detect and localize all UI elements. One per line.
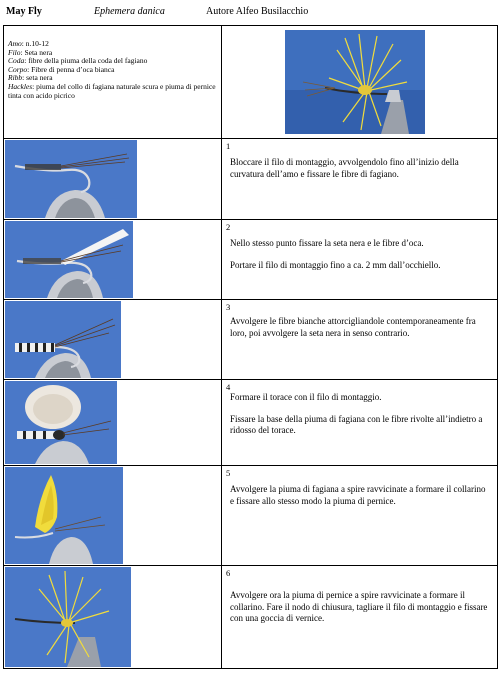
step-number-2: 2 [226,222,231,232]
author-credit: Autore Alfeo Busilacchio [206,6,309,17]
step-description-4 [222,380,497,437]
tutorial-table [3,25,498,669]
step-photo-cell-1 [4,139,222,220]
recipe-cell [4,26,222,139]
step-row-6 [4,566,498,669]
recipe-value-coda: : fibre della piuma della coda del fagiano [24,56,148,66]
step-1-paragraph-1: Bloccare il filo di montaggio, avvolgendolo fino all’inizio della curvatura dell’amo e fissare le fibre di fagiano. [230,157,459,179]
step-description-5 [222,466,497,507]
step-photo-4 [5,381,117,464]
step-photo-cell-2 [4,220,222,300]
step-text-cell-6 [222,566,498,669]
recipe-value-hackles: : piuma del collo di fagiana naturale scura e piuma di pernice tinta con acido picrico [8,81,216,100]
step-row-1 [4,139,498,220]
step-row-3 [4,300,498,380]
step-row-4 [4,380,498,466]
step-5-paragraph-1: Avvolgere la piuma di fagiana a spire ravvicinate a formare il collarino e fissare allo stesso modo la piuma di pernice. [230,484,486,506]
recipe-label-corpo: Corpo [8,64,28,74]
step-photo-6 [5,567,131,667]
step-description-2 [222,220,497,271]
recipe-label-amo: Amo [8,39,22,48]
step-photo-2 [5,221,133,298]
step-row-2 [4,220,498,300]
step-number-1: 1 [226,141,231,151]
recipe-list [4,26,221,100]
step-description-1 [222,139,497,180]
step-text-cell-4 [222,380,498,466]
step-description-3 [222,300,497,339]
recipe-label-filo: Filo [8,47,21,57]
fly-name: May Fly [6,6,42,17]
step-photo-3 [5,301,121,378]
step-photo-cell-6 [4,566,222,669]
step-2-paragraph-2: Portare il filo di montaggio fino a ca. 2 mm dall’occhiello. [230,259,441,270]
step-2-paragraph-1: Nello stesso punto fissare la seta nera e le fibre d’oca. [230,238,424,248]
recipe-value-amo: : n.10-12 [21,39,49,48]
step-text-cell-1 [222,139,498,220]
recipe-label-coda: Coda [8,56,25,66]
step-photo-cell-4 [4,380,222,466]
step-4-paragraph-2: Fissare la base della piuma di fagiana con le fibre rivolte all’indietro a ridosso del torace. [230,413,483,435]
step-number-5: 5 [226,468,231,478]
recipe-label-hackles: Hackles [8,81,33,91]
step-row-5 [4,466,498,566]
step-number-4: 4 [226,382,231,392]
step-text-cell-5 [222,466,498,566]
step-photo-5 [5,467,123,564]
step-photo-1 [5,140,137,218]
step-text-cell-2 [222,220,498,300]
step-description-6 [222,566,497,625]
step-text-cell-3 [222,300,498,380]
recipe-label-ribb: Ribb [8,73,23,83]
page-header [6,3,496,21]
recipe-value-ribb: : seta nera [22,73,53,83]
step-photo-cell-5 [4,466,222,566]
step-number-6: 6 [226,568,231,578]
recipe-value-filo: : Seta nera [20,47,53,57]
step-number-3: 3 [226,302,231,312]
step-3-paragraph-1: Avvolgere le fibre bianche attorcigliandole contemporaneamente fra loro, poi avvolgere la seta nera in senso contrario. [230,316,476,338]
recipe-value-corpo: : Fibre di penna d’oca bianca [27,64,115,74]
step-photo-cell-3 [4,300,222,380]
species-name: Ephemera danica [94,6,165,17]
step-6-paragraph-1: Avvolgere ora la piuma di pernice a spire ravvicinate a formare il collarino. Fare il nodo di chiusura, tagliare il filo di montaggio e fissare con una goccia di vernice. [230,590,488,623]
finished-fly-photo [285,30,425,134]
hero-cell [222,26,498,139]
step-4-paragraph-1: Formare il torace con il filo di montaggio. [230,392,382,402]
